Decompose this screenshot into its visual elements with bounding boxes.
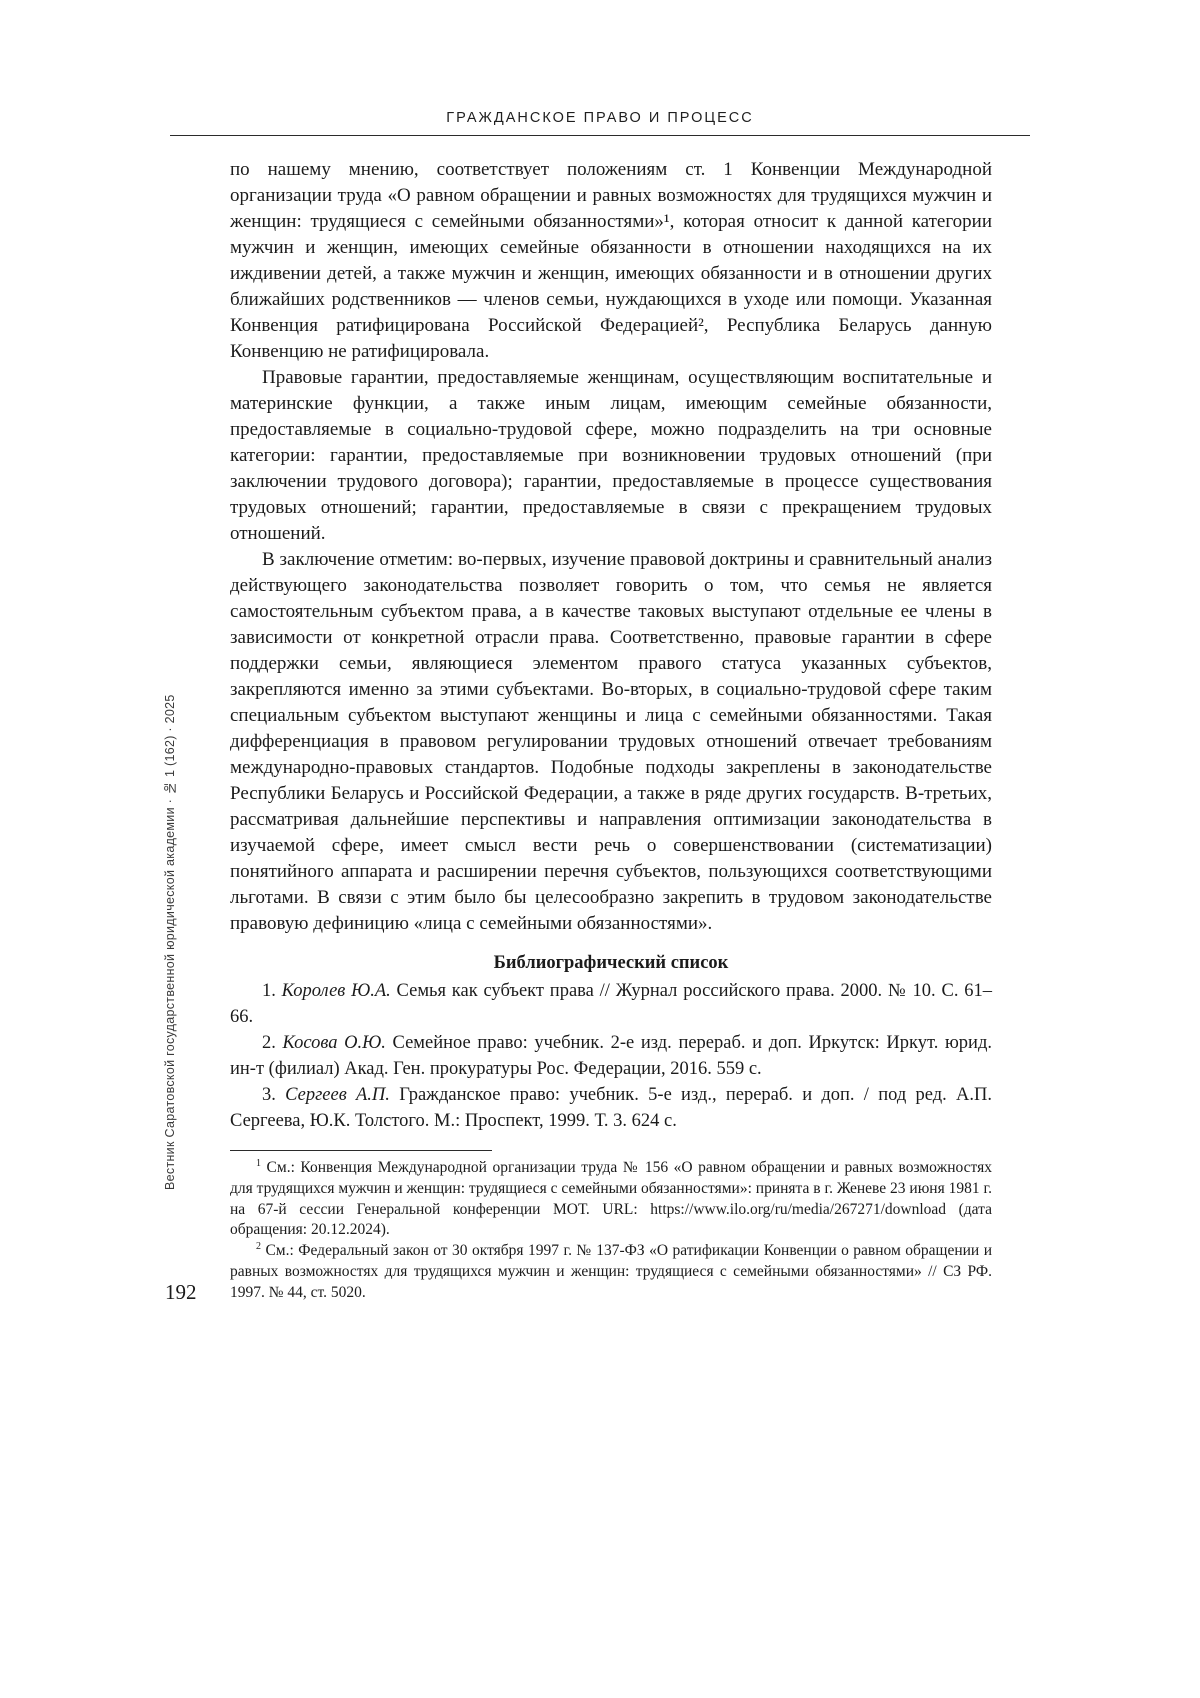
body-paragraph: В заключение отметим: во-первых, изучение правовой доктрины и сравнительный анализ действующего законодательства позволяет говорить о том, что семья не является самостоятельным субъектом права, а в качестве таковых выступают отдельные ее члены в зависимости от конкретной отрасли права. Соответственно, правовые гарантии в сфере поддержки семьи, являющиеся элементом правого статуса указанных субъектов, закрепляются именно за этими субъектами. Во-вторых, в социально-трудовой сфере таким специальным субъектом выступают женщины и лица с семейными обязанностями. Такая дифференциация в правовом регулировании трудовых отношений отвечает требованиям международно-правовых стандартов. Подобные подходы закреплены в законодательстве Республики Беларусь и Российской Федерации, а также в ряде других государств. В-третьих, рассматривая дальнейшие перспективы и направления оптимизации законодательства в изучаемой сфере, имеет смысл вести речь о совершенствовании (систематизации) понятийного аппарата и расширении перечня субъектов, пользующихся соответствующими льготами. В связи с этим было бы целесообразно закрепить в трудовом законодательстве правовую дефиницию «лица с семейными обязанностями».: [230, 549, 992, 934]
bib-item-author: Королев Ю.А.: [281, 981, 391, 1001]
bib-item-author: Сергеев А.П.: [285, 1085, 390, 1105]
page-content: [230, 157, 992, 1304]
bibliography-item: [230, 978, 992, 1030]
footnote-text: См.: Конвенция Международной организации труда № 156 «О равном обращении и равных возможностях для трудящихся мужчин и женщин: трудящиеся с семейными обязанностями»: принята в г. Женеве 23 июня 1981 г. на 67-й сессии Генеральной конференции МОТ. URL: https://www.ilo.org/ru/media/267271/download (дата обращения: 20.12.2024).: [230, 1159, 992, 1239]
bibliography-item: [230, 1030, 992, 1082]
sidebar-journal-info: Вестник Саратовской государственной юридической академии · № 1 (162) · 2025: [163, 694, 177, 1190]
bib-item-number: 3.: [262, 1085, 276, 1105]
bib-item-text: Гражданское право: учебник. 5-е изд., перераб. и доп. / под ред. А.П. Сергеева, Ю.К. Толстого. М.: Проспект, 1999. Т. 3. 624 с.: [230, 1085, 992, 1131]
bib-item-text: Семья как субъект права // Журнал российского права. 2000. № 10. С. 61–66.: [230, 981, 992, 1027]
page-number: 192: [165, 1280, 197, 1304]
bib-item-number: 2.: [262, 1033, 276, 1053]
footnote-divider: [230, 1150, 492, 1151]
bib-item-text: Семейное право: учебник. 2-е изд. перераб. и доп. Иркутск: Иркут. юрид. ин-т (филиал) Акад. Ген. прокуратуры Рос. Федерации, 2016. 559 с.: [230, 1033, 992, 1079]
running-head: ГРАЖДАНСКОЕ ПРАВО И ПРОЦЕСС: [446, 110, 754, 126]
footnote-marker: 2: [256, 1241, 261, 1253]
footnote-text: См.: Федеральный закон от 30 октября 1997 г. № 137-ФЗ «О ратификации Конвенции о равном обращении и равных возможностях для трудящихся мужчин и женщин: трудящиеся с семейными обязанностями» // СЗ РФ. 1997. № 44, ст. 5020.: [230, 1242, 992, 1301]
footnote: [230, 1241, 992, 1303]
bibliography-list: [230, 978, 992, 1134]
bib-item-author: Косова О.Ю.: [282, 1033, 386, 1053]
header-divider: [170, 135, 1030, 136]
bibliography-item: [230, 1082, 992, 1134]
footnotes-block: [230, 1158, 992, 1304]
footnote-marker: 1: [256, 1157, 261, 1169]
body-paragraph: по нашему мнению, соответствует положениям ст. 1 Конвенции Международной организации труда «О равном обращении и равных возможностях для трудящихся мужчин и женщин: трудящиеся с семейными обязанностями»¹, которая относит к данной категории мужчин и женщин, имеющих семейные обязанности в отношении находящихся на их иждивении детей, а также мужчин и женщин, имеющих обязанности и в отношении других ближайших родственников — членов семьи, нуждающихся в уходе или помощи. Указанная Конвенция ратифицирована Российской Федерацией², Республика Беларусь данную Конвенцию не ратифицировала.: [230, 159, 992, 362]
footnote: [230, 1158, 992, 1241]
article-body: [230, 157, 992, 937]
bibliography-title: Библиографический список: [493, 953, 729, 973]
body-paragraph: Правовые гарантии, предоставляемые женщинам, осуществляющим воспитательные и материнские функции, а также иным лицам, имеющим семейные обязанности, предоставляемые в социально-трудовой сфере, можно подразделить на три основные категории: гарантии, предоставляемые при возникновении трудовых отношений (при заключении трудового договора); гарантии, предоставляемые в процессе существования трудовых отношений; гарантии, предоставляемые в связи с прекращением трудовых отношений.: [230, 367, 992, 544]
bib-item-number: 1.: [262, 981, 276, 1001]
